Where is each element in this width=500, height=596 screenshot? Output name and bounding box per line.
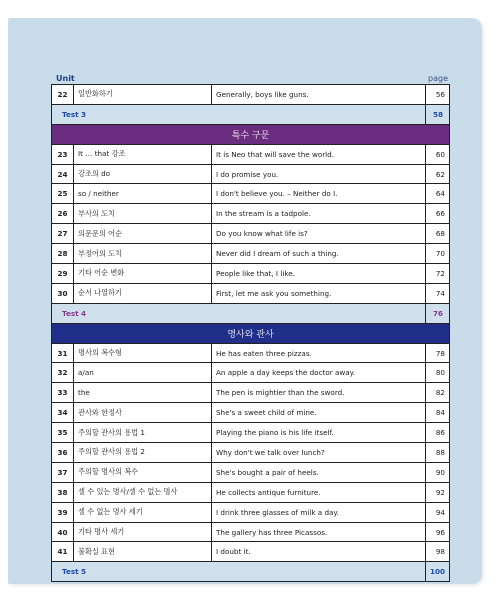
unit-page: 68	[426, 224, 450, 244]
unit-example: I doubt it.	[212, 542, 426, 562]
unit-topic: 기타 명사 세기	[74, 522, 212, 542]
table-row	[52, 522, 450, 542]
unit-number: 32	[52, 363, 74, 383]
unit-topic: 셀 수 없는 명사 세기	[74, 502, 212, 522]
unit-number: 37	[52, 462, 74, 482]
unit-example: Never did I dream of such a thing.	[212, 244, 426, 264]
unit-page: 90	[426, 462, 450, 482]
unit-topic: 명사의 복수형	[74, 343, 212, 363]
section-heading-row	[52, 124, 450, 144]
unit-number: 35	[52, 423, 74, 443]
unit-topic: It … that 강조	[74, 144, 212, 164]
unit-page: 64	[426, 184, 450, 204]
section-title: 특수 구문	[52, 124, 450, 144]
test-page: 58	[426, 104, 450, 124]
unit-page: 84	[426, 403, 450, 423]
table-row	[52, 462, 450, 482]
unit-example: Playing the piano is his life itself.	[212, 423, 426, 443]
unit-example: First, let me ask you something.	[212, 283, 426, 303]
test-label: Test 4	[52, 303, 426, 323]
unit-example: People like that, I like.	[212, 264, 426, 284]
unit-number: 33	[52, 383, 74, 403]
table-row	[52, 224, 450, 244]
test-page: 76	[426, 303, 450, 323]
unit-topic: 강조의 do	[74, 164, 212, 184]
table-row	[52, 482, 450, 502]
unit-number: 23	[52, 144, 74, 164]
unit-page: 62	[426, 164, 450, 184]
unit-number: 40	[52, 522, 74, 542]
unit-example: I drink three glasses of milk a day.	[212, 502, 426, 522]
unit-topic: a/an	[74, 363, 212, 383]
unit-example: I don't believe you. – Neither do I.	[212, 184, 426, 204]
unit-page: 96	[426, 522, 450, 542]
unit-example: It is Neo that will save the world.	[212, 144, 426, 164]
table-row	[52, 502, 450, 522]
table-row	[52, 423, 450, 443]
unit-topic: the	[74, 383, 212, 403]
unit-page: 80	[426, 363, 450, 383]
unit-number: 39	[52, 502, 74, 522]
test-row	[52, 303, 450, 323]
table-row	[52, 443, 450, 463]
unit-example: Do you know what life is?	[212, 224, 426, 244]
table-row	[52, 542, 450, 562]
unit-page: 66	[426, 204, 450, 224]
unit-number: 28	[52, 244, 74, 264]
unit-number: 30	[52, 283, 74, 303]
unit-number: 41	[52, 542, 74, 562]
unit-page: 94	[426, 502, 450, 522]
unit-number: 29	[52, 264, 74, 284]
unit-number: 26	[52, 204, 74, 224]
unit-example: Generally, boys like guns.	[212, 85, 426, 105]
table-row	[52, 144, 450, 164]
unit-number: 22	[52, 85, 74, 105]
unit-page: 86	[426, 423, 450, 443]
table-row	[52, 403, 450, 423]
table-row	[52, 204, 450, 224]
unit-page: 74	[426, 283, 450, 303]
table-row	[52, 383, 450, 403]
unit-topic: 기타 어순 변화	[74, 264, 212, 284]
unit-topic: 불확실 표현	[74, 542, 212, 562]
unit-page: 72	[426, 264, 450, 284]
unit-topic: 주의할 명사의 복수	[74, 462, 212, 482]
unit-number: 25	[52, 184, 74, 204]
section-title: 명사와 관사	[52, 323, 450, 343]
unit-topic: 순서 나열하기	[74, 283, 212, 303]
contents-table	[51, 84, 450, 582]
unit-number: 34	[52, 403, 74, 423]
table-row	[52, 264, 450, 284]
table-row	[52, 85, 450, 105]
table-row	[52, 343, 450, 363]
unit-page: 78	[426, 343, 450, 363]
unit-number: 38	[52, 482, 74, 502]
unit-page: 60	[426, 144, 450, 164]
unit-topic: 셀 수 있는 명사/셀 수 없는 명사	[74, 482, 212, 502]
unit-topic: 주의할 관사의 용법 2	[74, 443, 212, 463]
section-heading-row	[52, 323, 450, 343]
test-label: Test 3	[52, 104, 426, 124]
table-row	[52, 283, 450, 303]
unit-number: 24	[52, 164, 74, 184]
unit-example: I do promise you.	[212, 164, 426, 184]
table-row	[52, 244, 450, 264]
table-row	[52, 184, 450, 204]
unit-page: 92	[426, 482, 450, 502]
unit-number: 27	[52, 224, 74, 244]
test-row	[52, 562, 450, 582]
test-row	[52, 104, 450, 124]
table-row	[52, 164, 450, 184]
unit-page: 56	[426, 85, 450, 105]
unit-topic: so / neither	[74, 184, 212, 204]
unit-page: 82	[426, 383, 450, 403]
unit-example: She's bought a pair of heels.	[212, 462, 426, 482]
test-page: 100	[426, 562, 450, 582]
unit-topic: 부사의 도치	[74, 204, 212, 224]
unit-topic: 부정어의 도치	[74, 244, 212, 264]
test-label: Test 5	[52, 562, 426, 582]
table-row	[52, 363, 450, 383]
unit-topic: 일반화하기	[74, 85, 212, 105]
unit-example: He collects antique furniture.	[212, 482, 426, 502]
unit-page: 98	[426, 542, 450, 562]
unit-example: An apple a day keeps the doctor away.	[212, 363, 426, 383]
unit-example: She's a sweet child of mine.	[212, 403, 426, 423]
unit-column-label: Unit	[56, 74, 75, 83]
unit-example: He has eaten three pizzas.	[212, 343, 426, 363]
unit-page: 70	[426, 244, 450, 264]
unit-number: 36	[52, 443, 74, 463]
unit-example: The gallery has three Picassos.	[212, 522, 426, 542]
unit-page: 88	[426, 443, 450, 463]
unit-topic: 의문문의 어순	[74, 224, 212, 244]
page-column-label: page	[428, 74, 448, 83]
unit-number: 31	[52, 343, 74, 363]
unit-example: The pen is mightier than the sword.	[212, 383, 426, 403]
unit-topic: 관사와 한정사	[74, 403, 212, 423]
unit-example: Why don't we talk over lunch?	[212, 443, 426, 463]
unit-topic: 주의할 관사의 용법 1	[74, 423, 212, 443]
unit-example: In the stream is a tadpole.	[212, 204, 426, 224]
